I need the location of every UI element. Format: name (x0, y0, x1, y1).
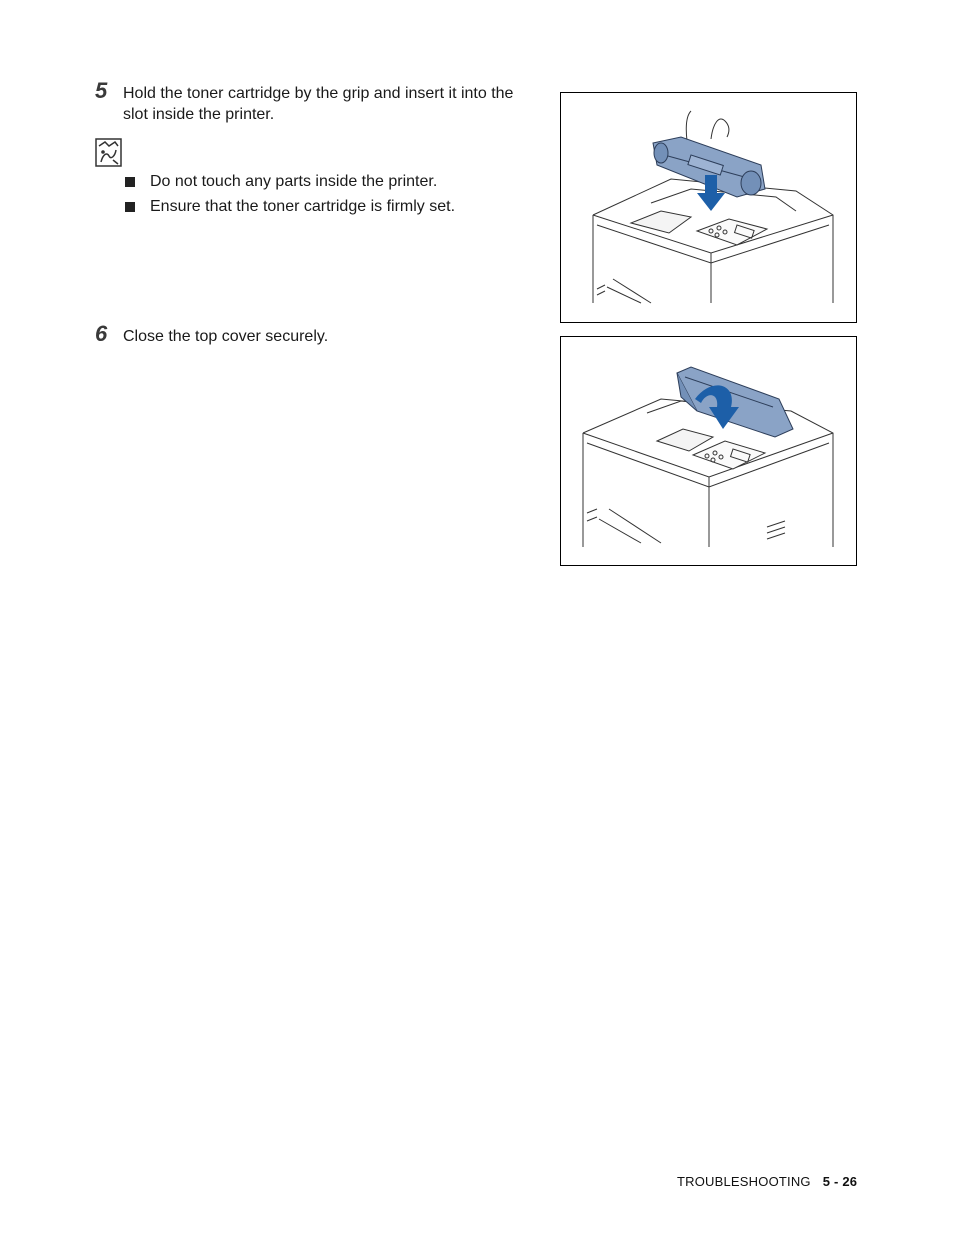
step-5-text-line2: slot inside the printer. (123, 106, 275, 123)
page-footer (677, 1174, 857, 1189)
note-item (125, 171, 437, 192)
step-6-number: 6 (95, 321, 108, 346)
note-text: Ensure that the toner cartridge is firmly set. (150, 198, 456, 215)
insert-toner-cartridge-illustration (560, 92, 857, 323)
note-text: Do not touch any parts inside the printer. (150, 173, 438, 190)
step-5-text-line1: Hold the toner cartridge by the grip and insert it into the (123, 85, 514, 102)
close-top-cover-illustration (560, 336, 857, 566)
step-6-text: Close the top cover securely. (123, 328, 329, 345)
step-5-number: 5 (95, 78, 108, 103)
bullet-square-icon (125, 177, 135, 187)
step-5-text (123, 83, 548, 125)
footer-page-number: 5 - 26 (822, 1174, 858, 1189)
footer-section: TROUBLESHOOTING (677, 1174, 811, 1189)
caution-note-icon (95, 138, 122, 172)
bullet-square-icon (125, 202, 135, 212)
note-item (125, 196, 455, 217)
